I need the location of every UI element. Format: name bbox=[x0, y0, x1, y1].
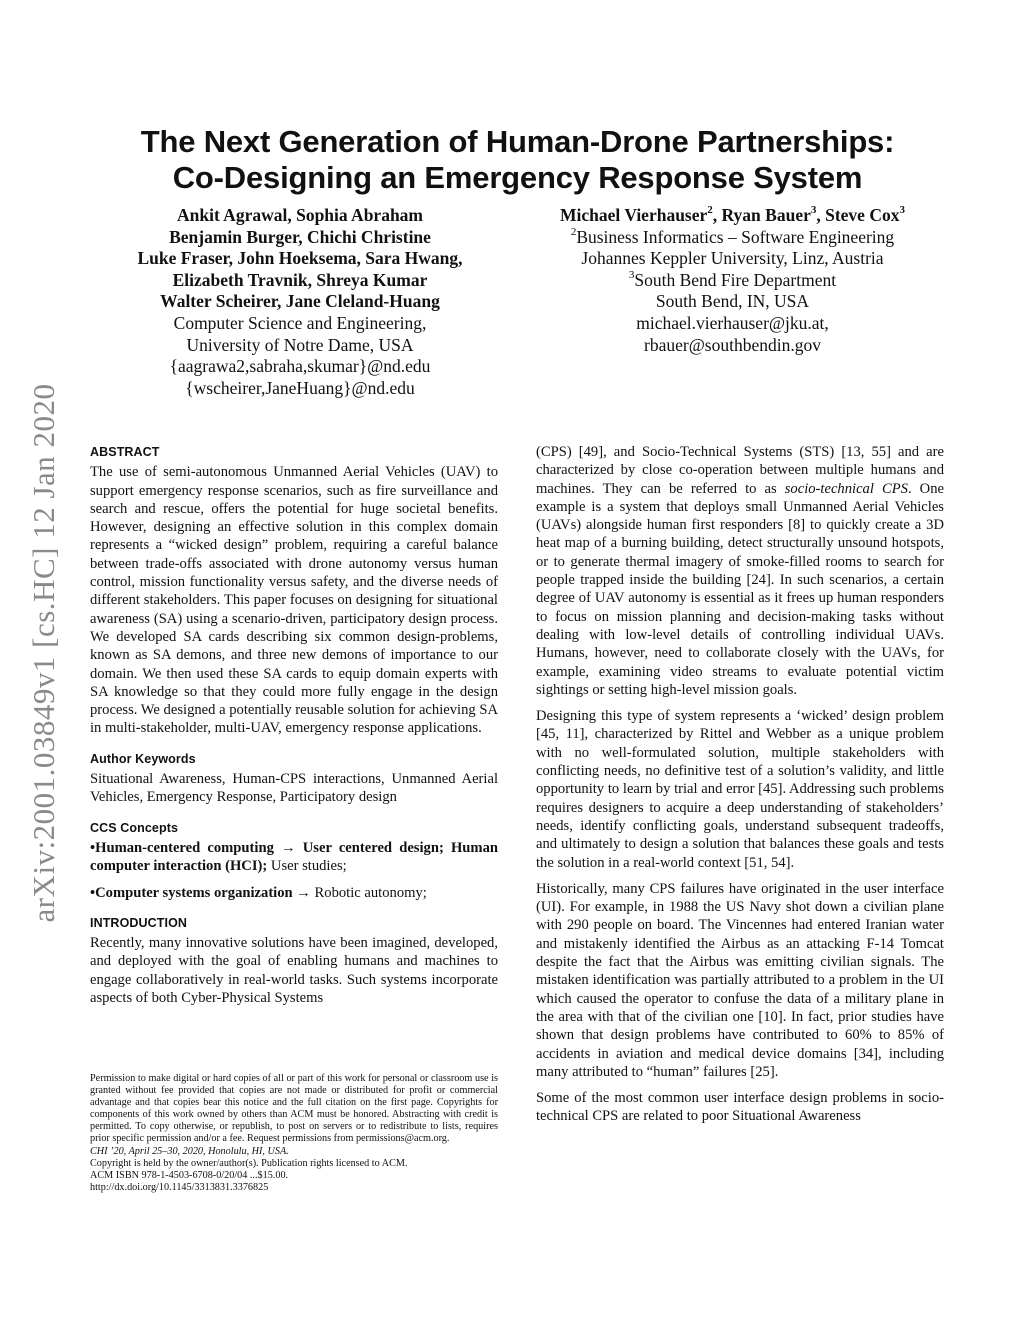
abstract-section bbox=[90, 443, 498, 738]
author-block-right bbox=[520, 205, 945, 356]
author-names-4: Elizabeth Travnik, Shreya Kumar bbox=[172, 269, 428, 290]
introduction-text: Recently, many innovative solutions have been imagined, developed, and deployed with the goal of enabling humans and machines to engage collaboratively in real-world tasks. Such systems incorporate aspects of both Cyber-Physical Systems bbox=[90, 935, 498, 1007]
author-bauer: , Ryan Bauer bbox=[712, 205, 811, 225]
affiliation-dept: Computer Science and Engineering, bbox=[173, 312, 427, 333]
ccs-line-2 bbox=[90, 884, 498, 902]
right-column bbox=[536, 443, 944, 1126]
affiliation-jku-dept: Business Informatics – Software Engineering bbox=[576, 226, 895, 247]
introduction-heading: INTRODUCTION bbox=[90, 915, 188, 930]
abstract-text: The use of semi-autonomous Unmanned Aerial Vehicles (UAV) to support emergency response scenarios, such as fire surveillance and search and rescue, offers the potential for huge societal benefits. However, designing an effective solution in this complex domain represents a “wicked design” problem, requiring a careful balance between trade-offs associated with drone autonomy versus human control, mission functionality versus safety, and the diverse needs of different stakeholders. This paper focuses on designing for situational awareness (SA) using a scenario-driven, participatory design process. We developed SA cards describing six common design-problems, known as SA demons, and three new demons of importance to our domain. We then used these SA cards to equip domain experts with SA knowledge so that they could more fully engage in the design process. We designed a potentially reusable solution for achieving SA in multi-stakeholder, multi-UAV, emergency response applications. bbox=[90, 464, 498, 737]
affiliation-univ: University of Notre Dame, USA bbox=[186, 334, 414, 355]
keywords-section bbox=[90, 750, 498, 807]
author-names-3: Luke Fraser, John Hoeksema, Sara Hwang, bbox=[137, 248, 463, 269]
email-line-2: {wscheirer,JaneHuang}@nd.edu bbox=[185, 377, 415, 398]
conference-info: CHI ’20, April 25–30, 2020, Honolulu, HI, USA. bbox=[90, 1145, 289, 1157]
ccs-section bbox=[90, 819, 498, 902]
affiliation-sbfd-name: South Bend Fire Department bbox=[634, 269, 837, 290]
author-names-2: Benjamin Burger, Chichi Christine bbox=[169, 226, 431, 247]
author-names-5: Walter Scheirer, Jane Cleland-Huang bbox=[160, 291, 440, 312]
p1-text-a: (CPS) [49], and Socio-Technical Systems (STS) [13, 55] and are characterized by close co-operation between multiple humans and machines. They can be referred to as bbox=[536, 444, 944, 497]
ccs-concept-cso: •Computer systems organization bbox=[90, 884, 293, 901]
author-vierhauser: Michael Vierhauser bbox=[560, 205, 708, 225]
copyright-block bbox=[90, 1073, 498, 1194]
p1-text-b: . One example is a system that deploys small Unmanned Aerial Vehicles (UAVs) alongside human first responders [8] to quickly create a 3D heat map of a burning building, detect structurally unsound hotspots, or to generate thermal imagery of smoke-filled rooms to search for people trapped inside the building [24]. In such scenarios, a certain degree of UAV autonomy is essential as it frees up human responders to focus on mission planning and decision-making tasks without dealing with low-level details of controlling individual UAVs. Humans, however, need to collaborate closely with the UAVs, for example, examining video streams to evaluate potential victim sightings or setting high-level mission goals. bbox=[536, 480, 944, 698]
left-column bbox=[90, 443, 498, 1019]
keywords-text: Situational Awareness, Human-CPS interactions, Unmanned Aerial Vehicles, Emergency Response, Participatory design bbox=[90, 771, 498, 806]
arxiv-identifier: arXiv:2001.03849v1 [cs.HC] 12 Jan 2020 bbox=[26, 383, 61, 923]
p1-italic-term: socio-technical CPS bbox=[784, 480, 908, 497]
author-names-right bbox=[520, 205, 945, 227]
title-line-2: Co-Designing an Emergency Response System bbox=[172, 160, 863, 195]
affil-sup: 3 bbox=[899, 204, 905, 217]
affiliation-sbfd-location: South Bend, IN, USA bbox=[655, 291, 810, 312]
abstract-heading: ABSTRACT bbox=[90, 445, 160, 459]
ccs-line-1 bbox=[90, 839, 498, 876]
body-paragraph-4: Some of the most common user interface design problems in socio-technical CPS are related to poor Situational Awareness bbox=[536, 1090, 944, 1125]
affil-sup: 3 bbox=[628, 268, 635, 281]
doi-link[interactable]: http://dx.doi.org/10.1145/3313831.3376825 bbox=[90, 1181, 269, 1193]
body-paragraph-3: Historically, many CPS failures have originated in the user interface (UI). For example, in 1988 the US Navy shot down a civilian plane with 290 people on board. The Vincennes had entered Iranian water and mistakenly identified the Airbus as an attacking F-14 Tomcat despite the fact that the Airbus was emitting civilian signals. The mistaken identification was partially attributed to a problem in the UI which caused the operator to confuse the data of a military plane in the area with that of the civilian one [10]. In fact, prior studies have shown that design problems have contributed to 60% to 85% of accidents in aviation and medical device domains [34], including many attributed to “human” failures [25]. bbox=[536, 880, 944, 1080]
affil-sup: 3 bbox=[810, 204, 817, 217]
author-names-1: Ankit Agrawal, Sophia Abraham bbox=[176, 205, 424, 225]
affiliation-jku bbox=[520, 227, 945, 249]
affil-sup: 2 bbox=[707, 204, 713, 217]
author-block-left bbox=[90, 205, 510, 399]
paper-title bbox=[90, 124, 945, 196]
email-line-4: rbauer@southbendin.gov bbox=[644, 334, 821, 355]
affil-sup: 2 bbox=[570, 225, 577, 238]
rights-statement: Copyright is held by the owner/author(s). Publication rights licensed to ACM. bbox=[90, 1157, 408, 1169]
author-cox: , Steve Cox bbox=[816, 205, 900, 225]
ccs-concept-user-studies: User studies; bbox=[267, 858, 347, 875]
email-line-3: michael.vierhauser@jku.at, bbox=[636, 312, 829, 333]
affiliation-jku-univ: Johannes Keppler University, Linz, Austria bbox=[581, 248, 884, 269]
body-paragraph-2: Designing this type of system represents a ‘wicked’ design problem [45, 11], characterized by Rittel and Webber as a unique problem with no well-formulated solution, multiple stakeholders with conflicting needs, no definitive test of a solution’s validity, and little opportunity to learn by trial and error [45]. Addressing such problems requires designers to acquire a deep understanding of stakeholders’ needs, identify conflicting goals, understand subsequent tradeoffs, and ultimately to design a solution that balances these goals and tests the solution in a real-world context [51, 54]. bbox=[536, 708, 944, 871]
title-line-1: The Next Generation of Human-Drone Partnerships: bbox=[140, 124, 895, 159]
body-paragraph-1 bbox=[536, 443, 944, 699]
ccs-heading: CCS Concepts bbox=[90, 820, 179, 835]
introduction-section bbox=[90, 914, 498, 1007]
ccs-concept-robotic: → Robotic autonomy; bbox=[292, 884, 427, 901]
email-line-1: {aagrawa2,sabraha,skumar}@nd.edu bbox=[169, 356, 431, 377]
ccs-concept-hcc: •Human-centered computing → User centered design; Human computer interaction (HCI); bbox=[90, 839, 498, 875]
keywords-heading: Author Keywords bbox=[90, 751, 196, 766]
isbn: ACM ISBN 978-1-4503-6708-0/20/04 ...$15.00. bbox=[90, 1169, 289, 1181]
permission-notice: Permission to make digital or hard copies of all or part of this work for personal or classroom use is granted without fee provided that copies are not made or distributed for profit or commercial advantage and that copies bear this notice and the full citation on the first page. Copyrights for components of this work owned by others than ACM must be honored. Abstracting with credit is permitted. To copy otherwise, or republish, to post on servers or to redistribute to lists, requires prior specific permission and/or a fee. Request permissions from permissions@acm.org. bbox=[90, 1073, 498, 1145]
affiliation-sbfd bbox=[520, 270, 945, 292]
